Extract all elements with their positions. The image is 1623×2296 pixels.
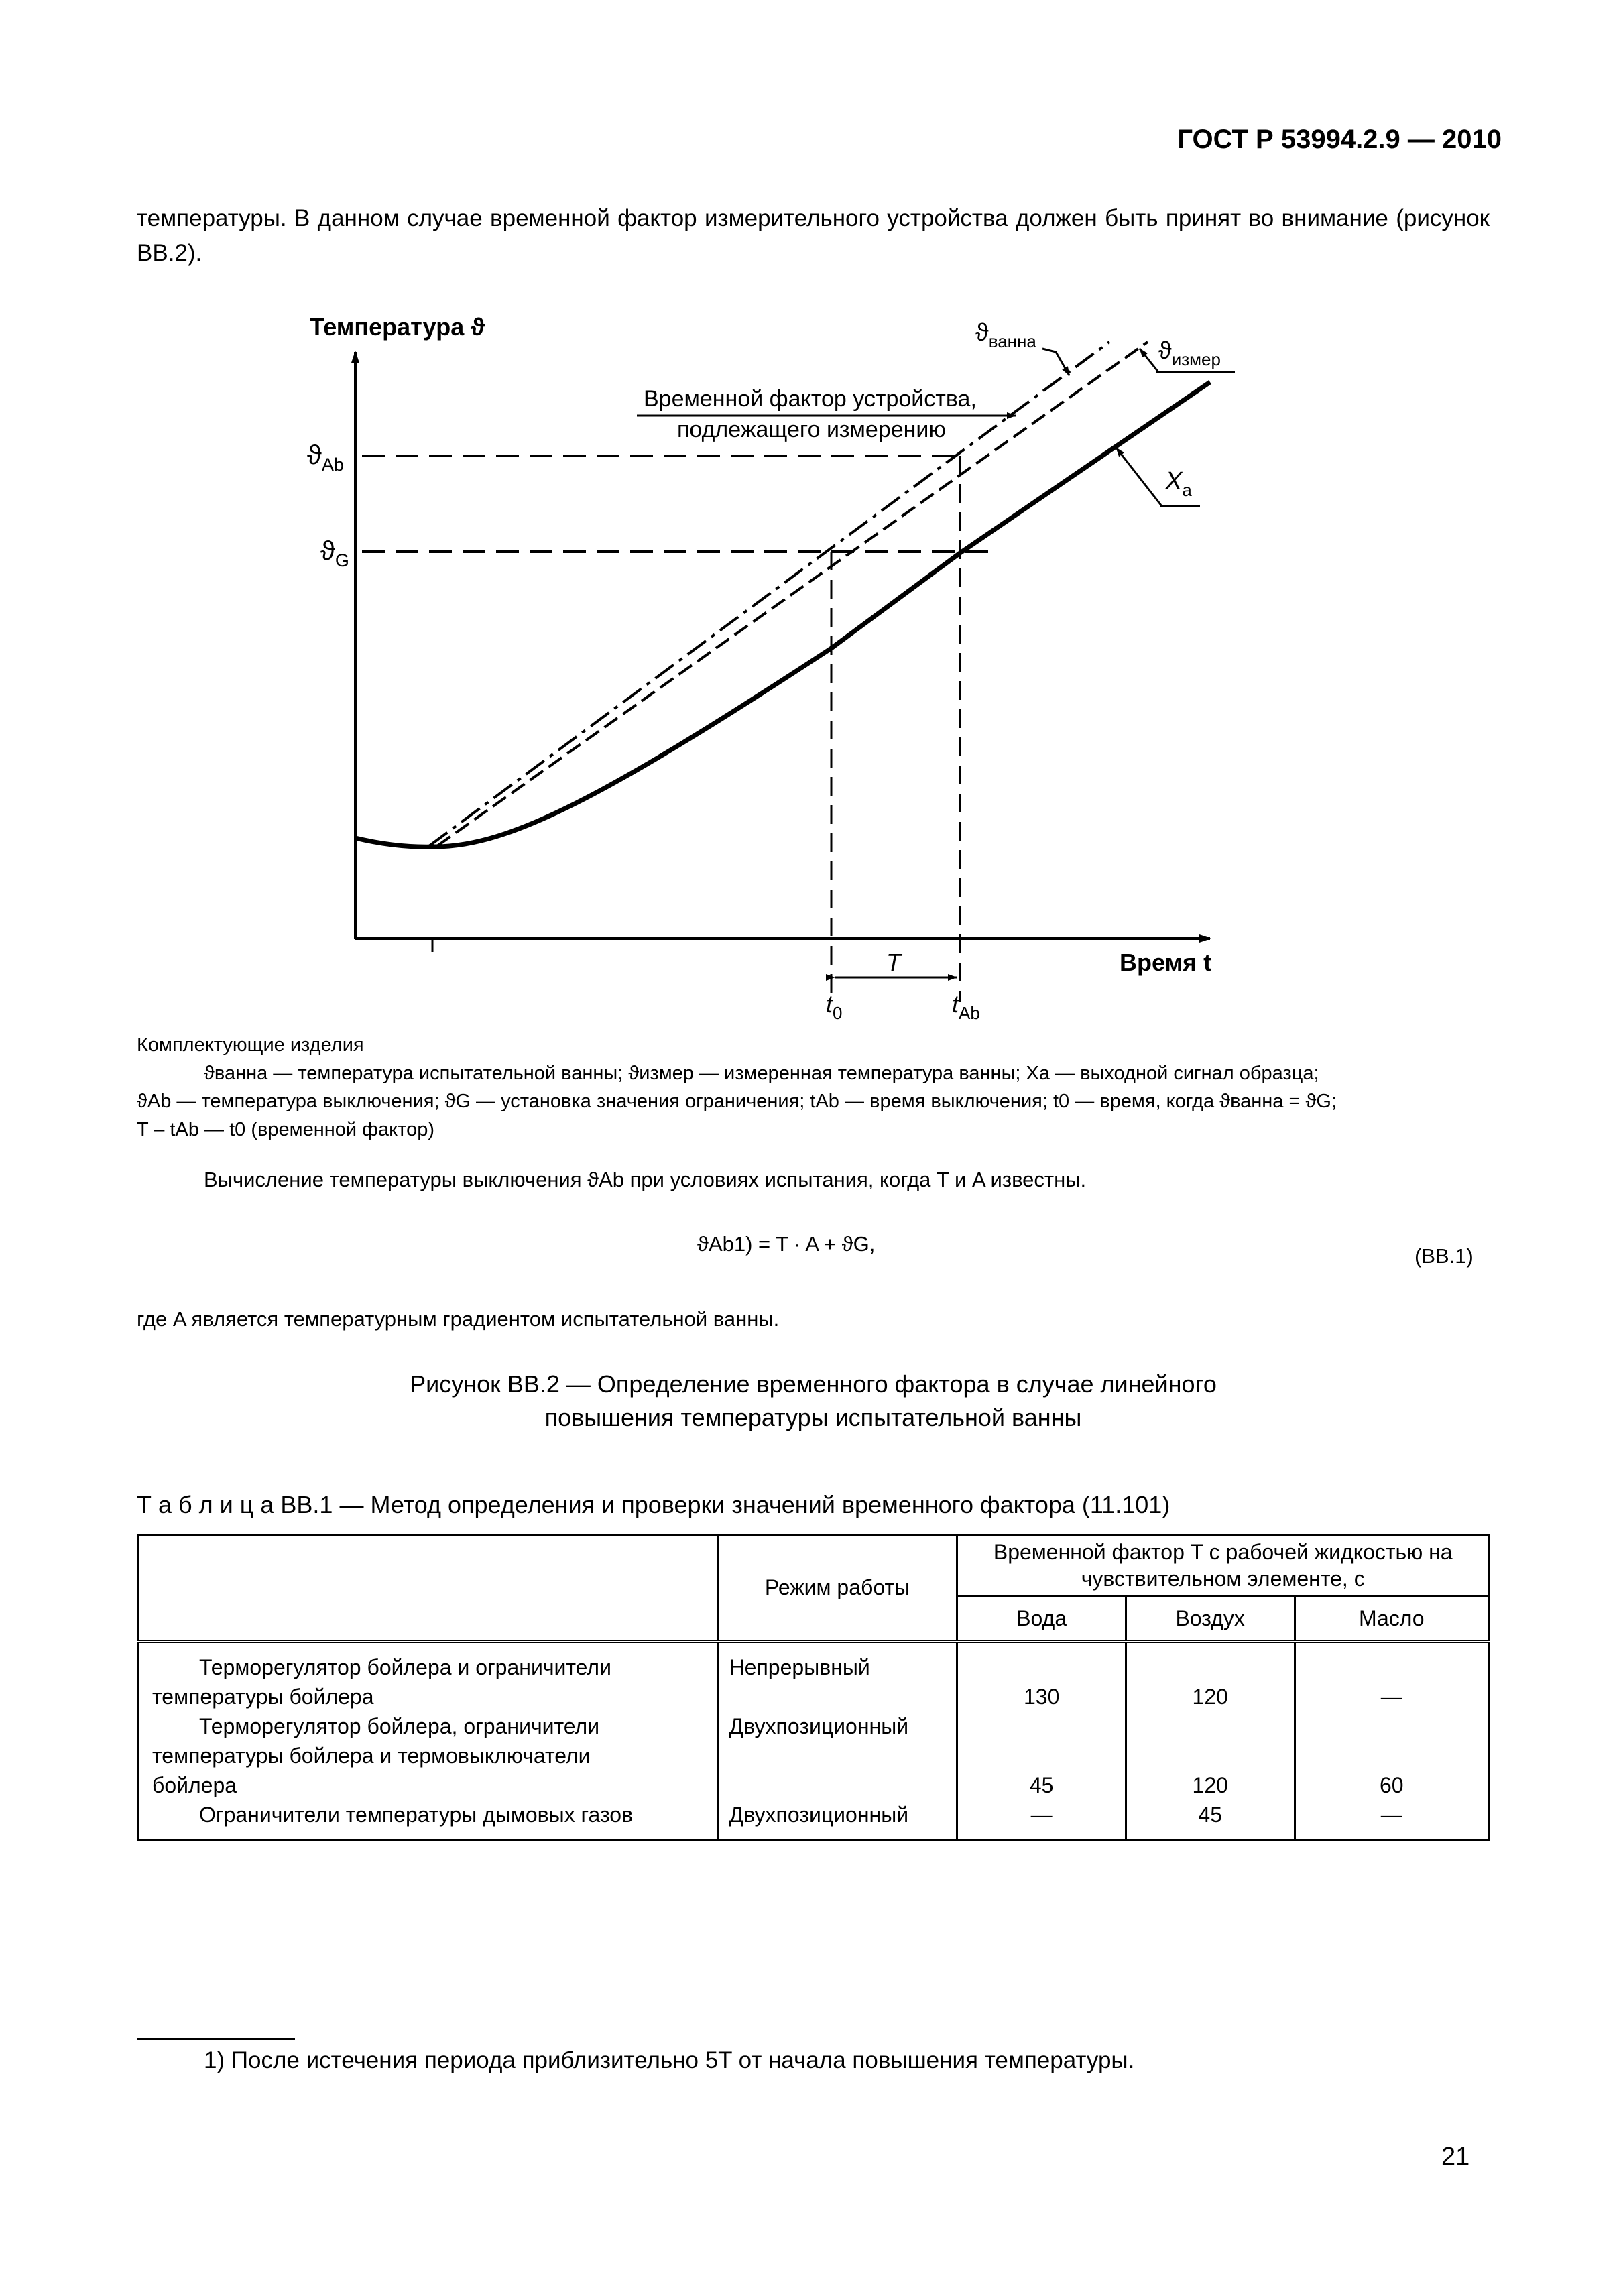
legend-title: Комплектующие изделия [137,1034,364,1056]
intro-paragraph: температуры. В данном случае временной фактор измерительного устройства должен быть принят во внимание (рисунок ВВ.2). [137,205,1490,266]
bath-temp-leader [1042,349,1069,375]
footnote-separator [137,2038,295,2040]
vg-label: $ϑ_G$ [320,536,349,570]
page-number: 21 [1441,2142,1470,2171]
equation-number: (ВВ.1) [1415,1244,1474,1268]
tab-label: $t_{Ab}$ [952,990,980,1023]
table-row-descriptions: Терморегулятор бойлера и ограничители температуры бойлера Терморегулятор бойлера, ограничители температуры бойлера и термовыключатели бойлера Ограничители температуры дымовых газов [138,1642,718,1840]
where-text: где A является температурным градиентом испытательной ванны. [137,1307,780,1331]
t0-label: $t_0$ [826,990,843,1023]
y-axis-label: Температура ϑ [310,313,485,341]
legend-line-1: ϑванна — температура испытательной ванны; ϑизмер — измеренная температура ванны; Xa — выходной сигнал образца; [204,1063,1319,1084]
header-empty-cell [138,1535,718,1642]
table-row-modes: Непрерывный Двухпозиционный Двухпозиционный [717,1642,957,1840]
calculation-text: Вычисление температуры выключения ϑAb при условиях испытания, когда T и A известны. [204,1168,1087,1191]
caption-line-1: Рисунок ВВ.2 — Определение временного фактора в случае линейного [410,1370,1217,1398]
bath-temp-label: $ϑ_{ванна}$ [975,318,1036,351]
vab-label: $ϑ_{Ab}$ [307,440,344,475]
table-col-water: 130 45 — [957,1642,1126,1840]
table-title: Т а б л и ц а ВВ.1 — Метод определения и проверки значений временного фактора (11.101) [137,1491,1170,1518]
header-oil: Масло [1295,1596,1488,1642]
legend-line-2: ϑAb — температура выключения; ϑG — установка значения ограничения; tAb — время выключения; t0 — время, когда ϑванна = ϑG; [137,1091,1337,1112]
device-time-factor-line1: Временной фактор устройства, [644,386,977,412]
x-axis-label: Время t [1120,949,1212,976]
sample-output-label: $X_a$ [1165,467,1192,500]
time-factor-table [137,1534,1490,1841]
footnote: 1) После истечения периода приблизительно 5T от начала повышения температуры. [204,2047,1135,2073]
sample-output-curve [355,382,1210,847]
legend-line-3: T – tAb — t0 (временной фактор) [137,1119,434,1140]
table-col-air: 120 120 45 [1126,1642,1295,1840]
header-water: Вода [957,1596,1126,1642]
table-col-oil: — 60 — [1295,1642,1488,1840]
formula: ϑAb1) = T · A + ϑG, [697,1232,876,1256]
document-id: ГОСТ Р 53994.2.9 — 2010 [1177,125,1502,154]
measured-temp-leader-2 [1140,349,1158,372]
figure-temperature-diagram [0,0,1623,1032]
header-mode: Режим работы [717,1535,957,1642]
caption-line-2: повышения температуры испытательной ванны [544,1404,1082,1431]
figure-caption [137,1368,1490,1435]
sample-output-leader-2 [1116,448,1162,506]
device-time-factor-line2: подлежащего измерению [677,417,946,442]
header-air: Воздух [1126,1596,1295,1642]
header-time-factor: Временной фактор T с рабочей жидкостью на чувствительном элементе, с [957,1535,1489,1596]
time-factor-label: T [886,949,901,976]
figure-legend [137,1031,1490,1144]
measured-temp-label: $ϑ_{измер}$ [1158,337,1221,369]
